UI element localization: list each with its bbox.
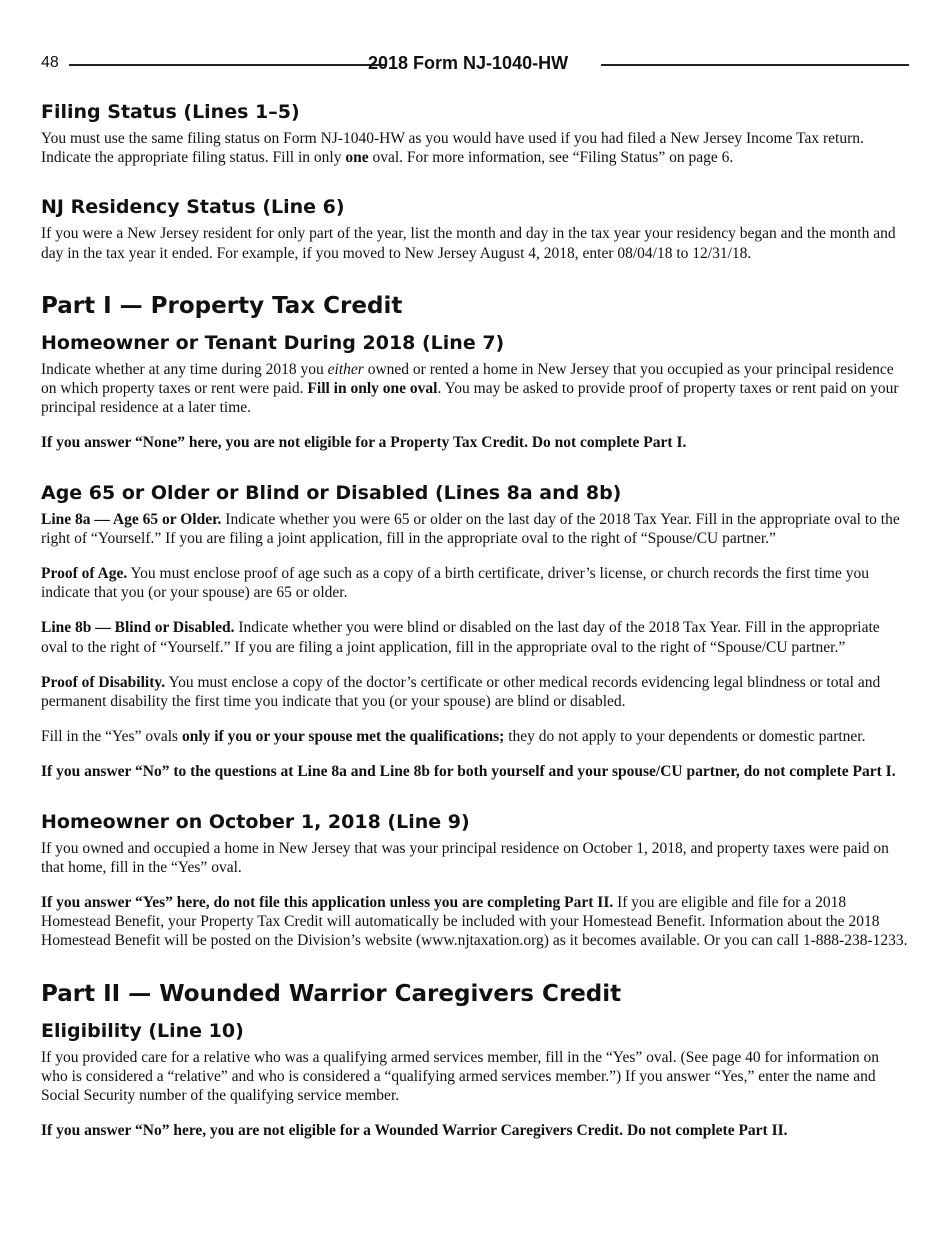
none-warning: If you answer “None” here, you are not eligible for a Property Tax Credit. Do not complete Part I. xyxy=(41,434,687,452)
part2-heading: Part II — Wounded Warrior Caregivers Credit xyxy=(41,980,622,1007)
homestead-benefit-text: If you answer “Yes” here, do not file this application unless you are completing Part II. If you are eligible and file for a 2018 Homestead Benefit, your Property Tax Credit will automatically be included with your Homestead Benefit. Information about the 2018 Homestead Benefit will be posted on the Division’s website (www.njtaxation.org) as it becomes available. Or you can call 1-888-238-1233. xyxy=(41,894,908,950)
no-answer-warning: If you answer “No” to the questions at Line 8a and Line 8b for both yourself and your spouse/CU partner, do not complete Part I. xyxy=(41,763,896,781)
yes-ovals-text: Fill in the “Yes” ovals only if you or your spouse met the qualifications; they do not apply to your dependents or domestic partner. xyxy=(41,728,866,746)
line-8a-text: Line 8a — Age 65 or Older. Indicate whether you were 65 or older on the last day of the 2018 Tax Year. Fill in the appropriate oval to the right of “Yourself.” If you are filing a joint application, fill in the appropriate oval to the right of “Spouse/CU partner.” xyxy=(41,510,900,547)
homeowner-oct-text: If you owned and occupied a home in New Jersey that was your principal residence on October 1, 2018, and property taxes were paid on that home, fill in the “Yes” oval. xyxy=(41,839,889,876)
header-rule-right xyxy=(601,64,909,66)
residency-text: If you were a New Jersey resident for only part of the year, list the month and day in the tax year your residency began and the month and day in the tax year it ended. For example, if you moved to New Jersey August 4, 2018, enter 08/04/18 to 12/31/18. xyxy=(41,225,896,262)
proof-of-age-text: Proof of Age. You must enclose proof of age such as a copy of a birth certificate, driver’s license, or church records the first time you indicate that you (or your spouse) are 65 or older. xyxy=(41,565,869,602)
age-blind-heading: Age 65 or Older or Blind or Disabled (Lines 8a and 8b) xyxy=(41,481,622,504)
homeowner-tenant-heading: Homeowner or Tenant During 2018 (Line 7) xyxy=(41,331,505,354)
page-content xyxy=(41,100,909,1140)
residency-heading: NJ Residency Status (Line 6) xyxy=(41,196,345,219)
page-number: 48 xyxy=(41,54,59,71)
line-8b-text: Line 8b — Blind or Disabled. Indicate whether you were blind or disabled on the last day of the 2018 Tax Year. Fill in the appropriate oval to the right of “Yourself.” If you are filing a joint application, fill in the appropriate oval to the right of “Spouse/CU partner.” xyxy=(41,619,880,656)
filing-status-text: You must use the same filing status on Form NJ-1040-HW as you would have used if you had filed a New Jersey Income Tax return. Indicate the appropriate filing status. Fill in only one oval. For more information, see “Filing Status” on page 6. xyxy=(41,130,864,167)
eligibility-heading: Eligibility (Line 10) xyxy=(41,1019,244,1042)
part1-heading: Part I — Property Tax Credit xyxy=(41,292,403,319)
form-title: 2018 Form NJ-1040-HW xyxy=(368,53,569,73)
page-header xyxy=(41,52,909,78)
proof-of-disability-text: Proof of Disability. You must enclose a copy of the doctor’s certificate or other medical records evidencing legal blindness or total and permanent disability the first time you indicate that you (or your spouse) are blind or disabled. xyxy=(41,673,881,711)
filing-status-heading: Filing Status (Lines 1–5) xyxy=(41,101,300,123)
homeowner-oct-heading: Homeowner on October 1, 2018 (Line 9) xyxy=(41,810,470,833)
homeowner-tenant-text: Indicate whether at any time during 2018 you either owned or rented a home in New Jersey that you occupied as your principal residence on which property taxes or rent were paid. Fill in only one oval. You may be asked to provide proof of property taxes or rent paid on your principal residence at a later time. xyxy=(41,360,899,417)
header-rule-left xyxy=(69,64,387,66)
eligibility-text: If you provided care for a relative who was a qualifying armed services member, fill in the “Yes” oval. (See page 40 for information on who is considered a “relative” and who is considered a “qualifying armed services member.”) If you answer “Yes,” enter the name and Social Security number of the qualifying service member. xyxy=(41,1048,879,1105)
wounded-warrior-warning: If you answer “No” here, you are not eligible for a Wounded Warrior Caregivers Credit. Do not complete Part II. xyxy=(41,1122,788,1140)
